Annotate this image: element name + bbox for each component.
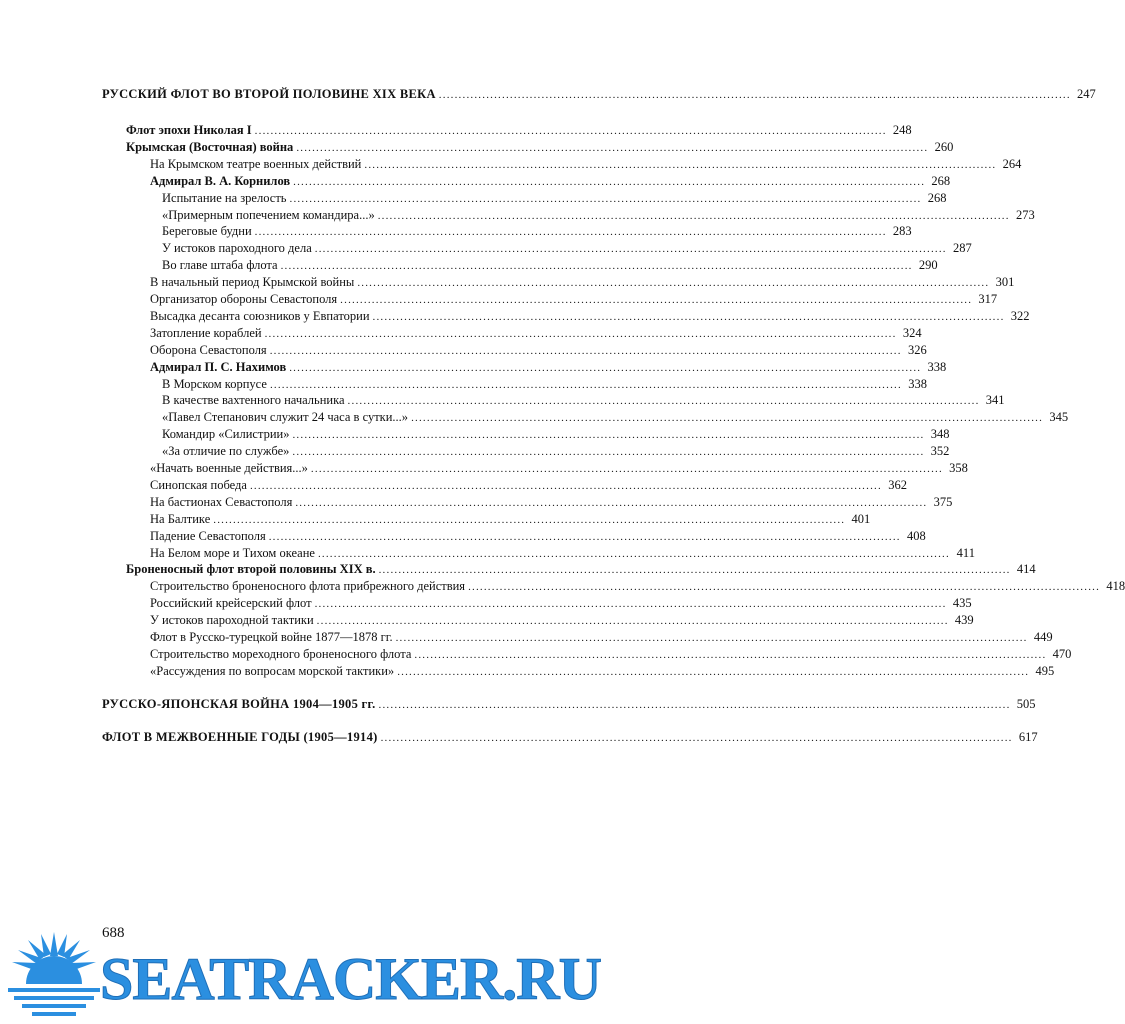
toc-entry-title: Затопление кораблей: [150, 325, 262, 340]
toc-entry-title: На Белом море и Тихом океане: [150, 545, 315, 560]
toc-leader-dots: ................................................................................................................................................................: [295, 496, 928, 509]
toc-entry: [150, 477, 907, 493]
toc-entry-title: «За отличие по службе»: [162, 444, 290, 459]
toc-entry-page: 401: [851, 511, 871, 526]
seatracker-sun-logo-icon: [4, 926, 104, 1024]
toc-entry-page: 435: [952, 596, 972, 611]
toc-entry-title: Крымская (Восточная) война: [126, 139, 294, 154]
toc-leader-dots: ................................................................................................................................................................: [395, 632, 1028, 644]
toc-entry: [162, 240, 972, 256]
toc-entry-page: 338: [908, 376, 927, 391]
toc-entry: [162, 257, 938, 273]
toc-entry-title: Организатор обороны Севастополя: [150, 292, 338, 306]
toc-leader-dots: ................................................................................................................................................................: [249, 479, 882, 492]
toc-entry-page: 322: [1010, 308, 1030, 323]
toc-leader-dots: ................................................................................................................................................................: [254, 226, 887, 239]
toc-entry-title: В качестве вахтенного начальника: [162, 393, 345, 408]
toc-entry-page: 362: [888, 477, 907, 492]
toc-leader-dots: ................................................................................................................................................................: [380, 731, 1013, 744]
toc-leader-dots: ................................................................................................................................................................: [310, 463, 943, 475]
toc-leader-dots: ................................................................................................................................................................: [316, 615, 949, 628]
toc-leader-dots: ................................................................................................................................................................: [378, 564, 1011, 577]
toc-entry: [150, 629, 1053, 645]
toc-leader-dots: ................................................................................................................................................................: [317, 547, 950, 560]
toc-entry-title: Береговые будни: [162, 224, 252, 239]
toc-entry-title: Адмирал В. А. Корнилов: [150, 173, 291, 188]
toc-entry-title: «Павел Степанович служит 24 часа в сутки...»: [162, 410, 409, 425]
toc-leader-dots: ................................................................................................................................................................: [347, 395, 980, 408]
toc-entry-page: 617: [1018, 729, 1038, 744]
toc-entry: [162, 426, 950, 442]
toc-entry-page: 268: [927, 190, 947, 205]
toc-entry: [150, 663, 1055, 679]
toc-entry-page: 283: [892, 224, 912, 239]
toc-entry: [150, 359, 947, 375]
toc-entry: [150, 173, 951, 189]
page-number: 688: [102, 925, 125, 941]
toc-entry-title: Высадка десанта союзников у Евпатории: [150, 308, 370, 323]
toc-entry: [150, 494, 953, 510]
toc-leader-dots: ................................................................................................................................................................: [280, 260, 913, 273]
toc-entry: [150, 308, 1030, 324]
toc-entry-title: Строительство мореходного броненосного флота: [150, 646, 412, 661]
toc-entry-page: 287: [953, 241, 972, 256]
toc-entry-title: «Примерным попечением командира...»: [162, 207, 375, 222]
toc-entry-title: У истоков пароходного дела: [162, 241, 312, 256]
toc-entry: [150, 595, 972, 611]
toc-entry-page: 260: [934, 139, 954, 154]
toc-entry-title: На Балтике: [150, 511, 211, 526]
toc-entry-title: «Рассуждения по вопросам морской тактики»: [150, 663, 395, 678]
toc-entry-page: 411: [956, 545, 975, 560]
toc-entry-page: 248: [892, 123, 912, 137]
toc-leader-dots: ................................................................................................................................................................: [411, 412, 1044, 425]
toc-entry-title: В начальный период Крымской войны: [150, 275, 355, 290]
toc-leader-dots: ................................................................................................................................................................: [377, 209, 1010, 222]
toc-entry-title: ФЛОТ В МЕЖВОЕННЫЕ ГОДЫ (1905—1914): [102, 729, 378, 744]
toc-leader-dots: ................................................................................................................................................................: [289, 192, 922, 205]
toc-entry: [162, 190, 947, 206]
toc-entry-page: 324: [902, 325, 922, 340]
toc-entry-title: Во главе штаба флота: [162, 258, 278, 273]
toc-entry-page: 345: [1049, 410, 1069, 425]
toc-entry: [150, 342, 927, 358]
toc-entry: [150, 460, 968, 476]
toc-leader-dots: ................................................................................................................................................................: [269, 344, 902, 357]
toc-entry-title: Флот эпохи Николая I: [126, 123, 252, 137]
toc-entry: [162, 223, 912, 239]
toc-entry-page: 408: [906, 528, 926, 543]
toc-entry-title: На бастионах Севастополя: [150, 494, 293, 509]
toc-entry-page: 338: [927, 359, 947, 374]
toc-leader-dots: ................................................................................................................................................................: [314, 243, 947, 256]
toc-entry-title: В Морском корпусе: [162, 376, 267, 391]
toc-leader-dots: ................................................................................................................................................................: [468, 581, 1101, 594]
toc-entry-page: 449: [1033, 630, 1053, 644]
toc-entry-title: Адмирал П. С. Нахимов: [150, 359, 287, 374]
toc-leader-dots: ................................................................................................................................................................: [357, 277, 990, 290]
toc-entry-page: 505: [1016, 696, 1036, 711]
toc-entry: [162, 207, 1035, 223]
toc-entry: [102, 696, 1036, 712]
toc-entry-title: РУССКО-ЯПОНСКАЯ ВОЙНА 1904—1905 гг.: [102, 696, 376, 711]
toc-entry-page: 268: [931, 173, 951, 188]
toc-entry: [126, 122, 912, 138]
toc-entry: [150, 156, 1022, 172]
toc-entry-title: Российский крейсерский флот: [150, 596, 312, 611]
toc-entry: [162, 392, 1005, 408]
toc-leader-dots: ................................................................................................................................................................: [364, 158, 997, 171]
toc-leader-dots: ................................................................................................................................................................: [372, 310, 1005, 323]
toc-entry-page: 352: [930, 444, 950, 459]
toc-entry-title: Падение Севастополя: [150, 528, 266, 543]
toc-entry-page: 273: [1015, 207, 1035, 222]
toc-entry: [150, 291, 998, 307]
toc-entry-title: У истоков пароходной тактики: [150, 613, 314, 628]
toc-leader-dots: ................................................................................................................................................................: [314, 598, 947, 611]
toc-entry: [126, 561, 1036, 577]
toc-entry-title: Флот в Русско-турецкой войне 1877—1878 гг.: [150, 630, 393, 644]
toc-entry: [150, 646, 1072, 662]
toc-entry-page: 358: [949, 461, 968, 475]
toc-entry-page: 317: [978, 292, 998, 306]
toc-entry-title: Оборона Севастополя: [150, 342, 267, 357]
toc-entry-page: 414: [1016, 562, 1036, 577]
toc-entry-page: 264: [1002, 156, 1022, 171]
toc-entry-page: 341: [985, 393, 1005, 408]
toc-entry: [102, 729, 1038, 745]
toc-entry-title: Командир «Силистрии»: [162, 427, 290, 442]
toc-entry-page: 439: [954, 613, 974, 628]
toc-leader-dots: ................................................................................................................................................................: [289, 361, 922, 374]
toc-entry-title: Синопская победа: [150, 477, 247, 492]
toc-leader-dots: ................................................................................................................................................................: [213, 513, 846, 526]
toc-entry: [162, 376, 927, 392]
toc-entry: [150, 612, 974, 628]
toc-leader-dots: ................................................................................................................................................................: [296, 141, 929, 154]
toc-leader-dots: ................................................................................................................................................................: [268, 530, 901, 543]
toc-entry-page: 247: [1077, 87, 1096, 101]
toc-entry: [150, 545, 975, 561]
toc-entry-title: «Начать военные действия...»: [150, 461, 308, 475]
toc-entry: [162, 409, 1069, 425]
toc-leader-dots: ................................................................................................................................................................: [340, 294, 973, 306]
toc-leader-dots: ................................................................................................................................................................: [414, 648, 1047, 661]
toc-entry: [150, 511, 871, 527]
toc-entry: [126, 139, 954, 155]
toc-leader-dots: ................................................................................................................................................................: [292, 446, 925, 459]
toc-entry-page: 495: [1035, 663, 1055, 678]
toc-entry-page: 418: [1106, 579, 1125, 594]
toc-entry-page: 290: [918, 258, 938, 273]
toc-entry-page: 470: [1052, 646, 1072, 661]
toc-entry-title: Строительство броненосного флота прибрежного действия: [150, 579, 466, 594]
toc-leader-dots: ................................................................................................................................................................: [292, 429, 925, 442]
toc-entry: [150, 578, 1125, 594]
watermark-text: SEATRACKER.RU: [100, 946, 601, 1012]
toc-entry: [150, 274, 1015, 290]
toc-entry-title: На Крымском театре военных действий: [150, 156, 362, 171]
toc-entry-title: Броненосный флот второй половины XIX в.: [126, 562, 376, 577]
toc-entry-page: 326: [907, 342, 927, 357]
toc-entry-page: 301: [995, 275, 1015, 290]
toc-leader-dots: ................................................................................................................................................................: [264, 327, 897, 340]
toc-entry-title: РУССКИЙ ФЛОТ ВО ВТОРОЙ ПОЛОВИНЕ XIX ВЕКА: [102, 87, 436, 101]
toc-entry: [150, 325, 922, 341]
toc-entry: [150, 528, 926, 544]
toc-entry-page: 348: [930, 427, 950, 442]
toc-leader-dots: ................................................................................................................................................................: [397, 665, 1030, 678]
toc-leader-dots: ................................................................................................................................................................: [293, 175, 926, 188]
toc-leader-dots: ................................................................................................................................................................: [254, 125, 887, 137]
toc-entry: [162, 443, 950, 459]
toc-leader-dots: ................................................................................................................................................................: [378, 698, 1011, 711]
toc-entry-title: Испытание на зрелость: [162, 190, 287, 205]
toc-entry: [102, 86, 1096, 102]
toc-leader-dots: ................................................................................................................................................................: [269, 378, 902, 391]
toc-entry-page: 375: [933, 494, 953, 509]
toc-leader-dots: ................................................................................................................................................................: [438, 89, 1071, 101]
